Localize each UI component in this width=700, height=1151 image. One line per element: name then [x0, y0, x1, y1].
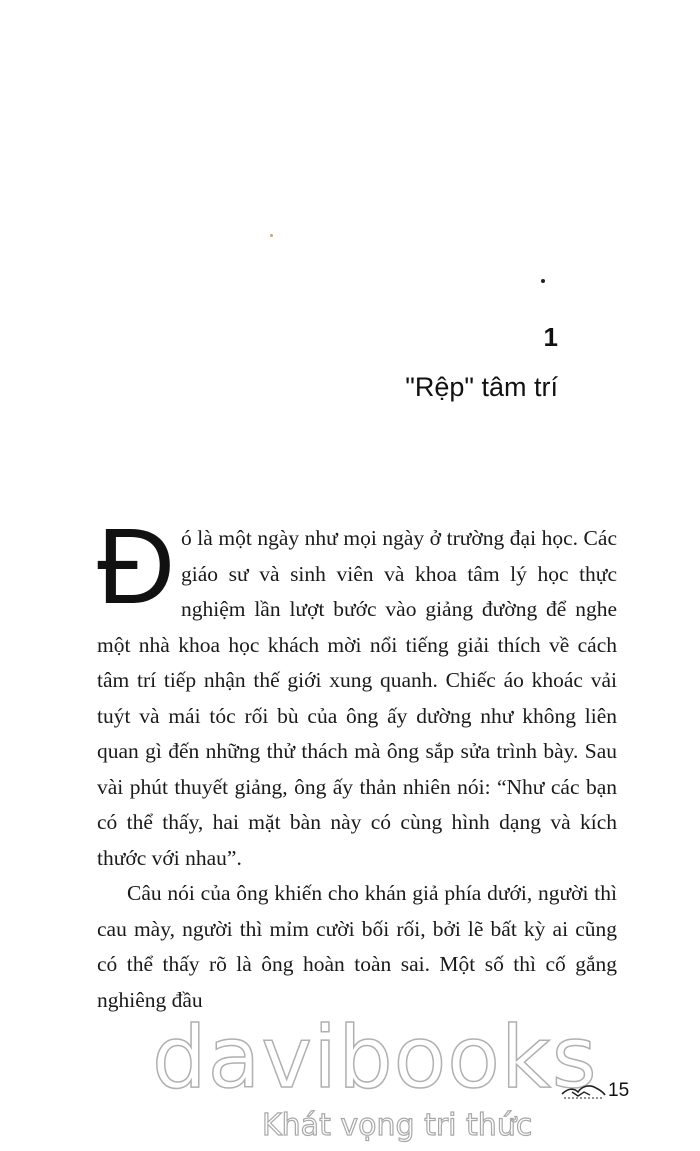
page-number: 15: [608, 1080, 630, 1101]
chapter-number: 1: [543, 322, 558, 352]
paragraph: [97, 505, 617, 876]
print-speck: [541, 279, 545, 283]
drop-cap: Đ: [97, 505, 175, 626]
paragraph-text: ó là một ngày như mọi ngày ở trường đại học. Các giáo sư và sinh viên và khoa tâm lý học thực nghiệm lần lượt bước vào giảng đường để nghe một nhà khoa học khách mời nổi tiếng giải thích về cách tâm trí tiếp nhận thế giới xung quanh. Chiếc áo khoác vải tuýt và mái tóc rối bù của ông ấy dường như không liên quan gì đến những thử thách mà ông sắp sửa trình bày. Sau vài phút thuyết giảng, ông ấy thản nhiên nói: “Như các bạn có thể thấy, hai mặt bàn này có cùng hình dạng và kích thước với nhau”.: [97, 526, 617, 870]
watermark-brand: davibooks: [152, 1008, 598, 1108]
print-speck: [270, 234, 273, 237]
paragraph: Câu nói của ông khiến cho khán giả phía dưới, người thì cau mày, người thì mỉm cười bối rối, bởi lẽ bất kỳ ai cũng có thể thấy rõ là ông hoàn toàn sai. Một số thì cố gắng nghiêng đầu: [97, 881, 617, 1012]
bird-ornament-icon: [560, 1080, 606, 1102]
chapter-body: [97, 505, 617, 1018]
watermark-slogan: Khát vọng tri thức: [262, 1108, 533, 1143]
chapter-title: "Rệp" tâm trí: [405, 372, 558, 402]
